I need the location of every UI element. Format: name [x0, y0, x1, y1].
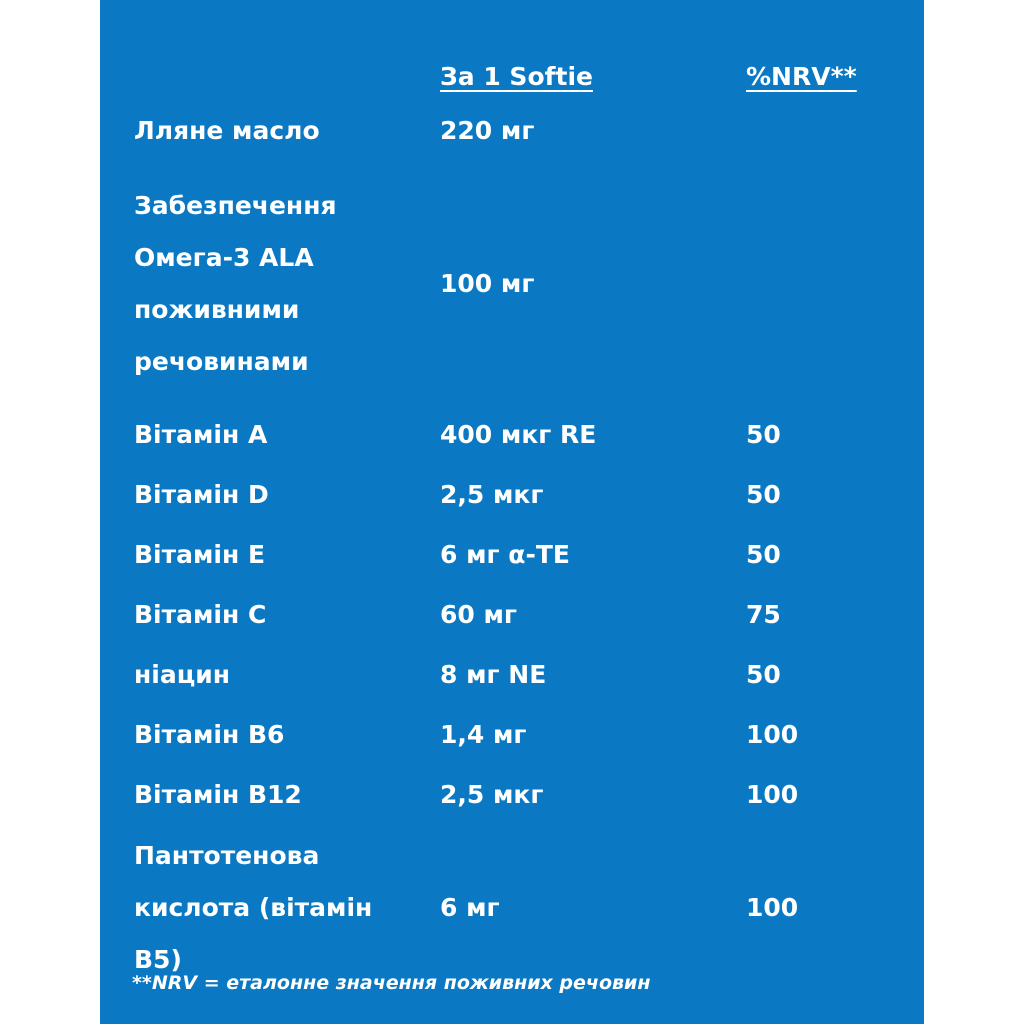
table-row	[134, 765, 894, 825]
nutrient-name: Лляне масло	[134, 116, 320, 145]
table-row	[134, 825, 894, 991]
nutrient-amount: 6 мг	[440, 893, 500, 922]
table-row	[134, 705, 894, 765]
nutrient-name: Забезпечення Омега-3 ALA поживними речовинами	[134, 191, 337, 376]
nutrient-amount: 6 мг α-TE	[440, 540, 570, 569]
nutrient-nrv: 100	[746, 720, 799, 749]
nutrient-name: Вітамін В6	[134, 720, 285, 749]
table-row	[134, 525, 894, 585]
table-row	[134, 163, 894, 405]
nutrient-amount: 220 мг	[440, 116, 535, 145]
nutrient-name: Вітамін С	[134, 600, 267, 629]
nutrient-amount: 400 мкг RE	[440, 420, 597, 449]
table-row	[134, 99, 894, 163]
nutrient-amount: 8 мг NE	[440, 660, 547, 689]
table-row	[134, 645, 894, 705]
nutrient-amount: 2,5 мкг	[440, 780, 544, 809]
table-row	[134, 585, 894, 645]
table-row	[134, 405, 894, 465]
header-amount-cell	[440, 57, 746, 97]
nutrient-name: Вітамін Е	[134, 540, 266, 569]
nutrient-nrv: 50	[746, 480, 781, 509]
nutrient-amount: 1,4 мг	[440, 720, 527, 749]
footnote: **NRV = еталонне значення поживних речовин	[132, 972, 651, 994]
nutrient-name: Вітамін В12	[134, 780, 302, 809]
nutrient-name: Пантотенова кислота (вітамін B5)	[134, 841, 373, 974]
table-header	[134, 55, 894, 99]
nutrient-amount: 100 мг	[440, 269, 535, 298]
nutrient-name: ніацин	[134, 660, 231, 689]
nutrient-nrv: 50	[746, 540, 781, 569]
nutrient-nrv: 100	[746, 780, 799, 809]
nutrient-name: Вітамін D	[134, 480, 269, 509]
nutrition-table	[134, 55, 894, 991]
nutrient-amount: 2,5 мкг	[440, 480, 544, 509]
header-nrv-cell	[746, 57, 894, 97]
nutrient-name: Вітамін А	[134, 420, 268, 449]
nutrient-amount: 60 мг	[440, 600, 517, 629]
header-amount-label: За 1 Softie	[440, 62, 593, 91]
nutrient-nrv: 50	[746, 660, 781, 689]
nutrient-nrv: 100	[746, 893, 799, 922]
nutrition-panel	[100, 0, 924, 1024]
nutrient-nrv: 50	[746, 420, 781, 449]
header-nrv-label: %NRV**	[746, 62, 857, 91]
table-row	[134, 465, 894, 525]
nutrient-nrv: 75	[746, 600, 781, 629]
